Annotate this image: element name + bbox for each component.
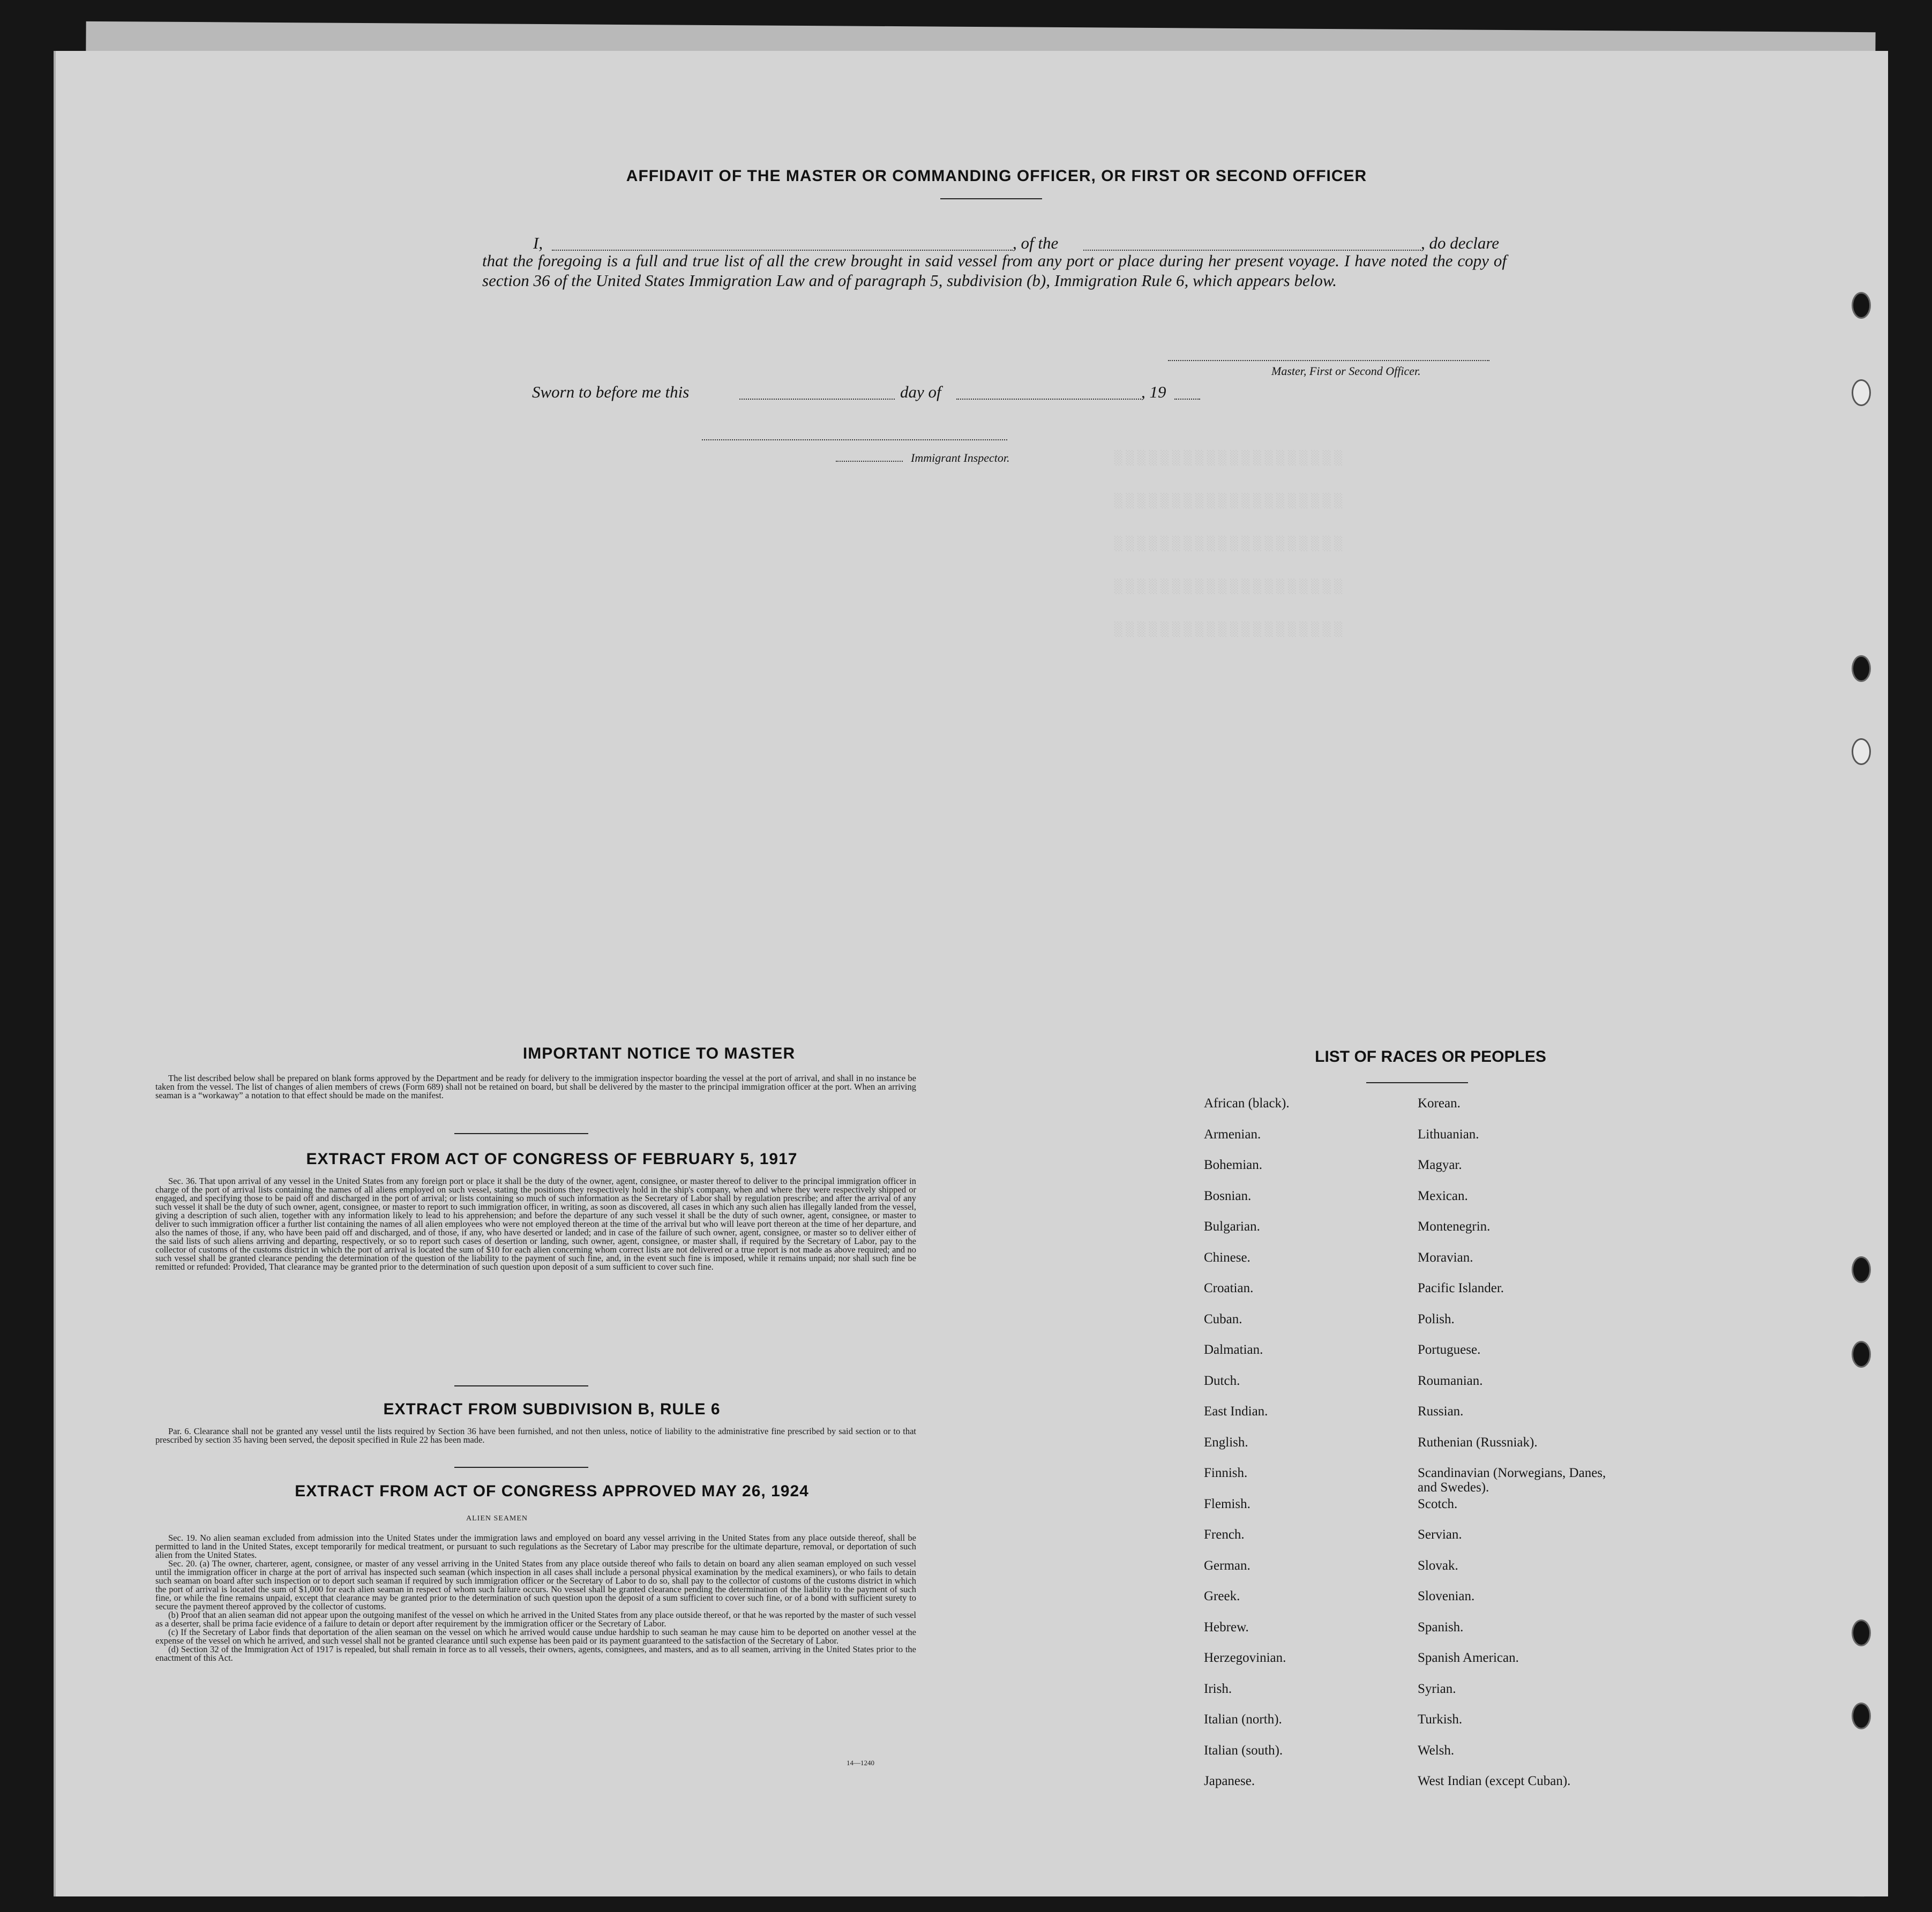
inspector-label: Immigrant Inspector.: [911, 451, 1010, 464]
race-item: Welsh.: [1418, 1743, 1455, 1758]
race-item: Bosnian.: [1204, 1188, 1252, 1203]
rule6-paragraph: Par. 6. Clearance shall not be granted any vessel until the lists required by Section 36 have been furnished, and not then unless, notice of liability to the administrative fine prescribed by said section or to that prescribed by section 35 having been served, the deposit specified in Rule 22 has been made.: [155, 1426, 916, 1445]
notice-paragraph: The list described below shall be prepared on blank forms approved by the Department and be ready for delivery to the immigration inspector boarding the vessel at the port of arrival, and shall in no instance be taken from the vessel. The list of changes of alien members of crews (Form 689) shall not be retained on board, but shall be delivered by the master to the principal immigration officer at the port. When an arriving seaman is a “workaway” a notation to that effect should be made on the manifest.: [155, 1073, 916, 1100]
inspector-signature-field-short[interactable]: [836, 461, 903, 462]
race-item: Slovak.: [1418, 1558, 1458, 1573]
race-item: Turkish.: [1418, 1712, 1463, 1727]
punch-hole: [1852, 1256, 1871, 1283]
sec20c-paragraph: (c) If the Secretary of Labor finds that deportation of the alien seaman on the vessel on which he arrived would cause undue hardship to such seaman he may cause him to be deported on another vessel at the expense of the vessel on which he arrived, and such vessel shall not be granted clearance until such expense has been paid or its payment guaranteed to the satisfaction of the Secretary of Labor.: [155, 1627, 916, 1646]
punch-hole: [1852, 1619, 1871, 1646]
sworn-day-field[interactable]: [739, 399, 895, 400]
sec19-paragraph: Sec. 19. No alien seaman excluded from admission into the United States under the immigration laws and employed on board any vessel arriving in the United States from any place outside thereof, shall be permitted to land in the United States, except temporarily for medical treatment, or pursuant to such regulations as the Secretary of Labor may prescribe for the ultimate departure, removal, or deportation of such alien from the United States.: [155, 1533, 916, 1560]
notice-rule: [454, 1133, 588, 1134]
race-item: Hebrew.: [1204, 1619, 1249, 1634]
sec20b-paragraph: (b) Proof that an alien seaman did not appear upon the outgoing manifest of the vessel on which he arrived in the United States from any place outside thereof, or that he was reported by the master of such vessel as a deserter, shall be prima facie evidence of a failure to detain or deport after requirement by the immigration officer or the Secretary of Labor.: [155, 1610, 916, 1629]
race-item: Mexican.: [1418, 1188, 1468, 1203]
affidavit-paragraph: that the foregoing is a full and true list of all the crew brought in said vessel from any port or place during her present voyage. I have noted the copy of section 36 of the United States Immigration Law and of paragraph 5, subdivision (b), Immigration Rule 6, which appears below.: [482, 251, 1507, 290]
inspector-signature-field[interactable]: [702, 439, 1007, 440]
bleed-through-row: ░░░░░░░░░░░░░░░░░░░░: [1114, 579, 1346, 595]
form-number: 14—1240: [847, 1759, 874, 1767]
affidavit-of-the-label: , of the: [1013, 234, 1059, 252]
race-item: Syrian.: [1418, 1681, 1456, 1696]
rule6-rule: [454, 1467, 588, 1468]
race-item: Herzegovinian.: [1204, 1651, 1286, 1665]
race-item: West Indian (except Cuban).: [1418, 1774, 1571, 1788]
race-item: Cuban.: [1204, 1311, 1242, 1326]
alien-seamen-subtitle: ALIEN SEAMEN: [466, 1514, 528, 1523]
notice-text: [155, 1074, 916, 1100]
affidavit-declare-label: , do declare: [1421, 234, 1500, 252]
race-item: Russian.: [1418, 1404, 1464, 1419]
races-left-column: [1204, 1096, 1290, 1805]
year-label: , 19: [1141, 383, 1166, 401]
race-item: Bohemian.: [1204, 1158, 1263, 1172]
race-item: Polish.: [1418, 1311, 1455, 1326]
extract-1917-paragraph: Sec. 36. That upon arrival of any vessel in the United States from any foreign port or place it shall be the duty of the owner, agent, consignee, or master thereof to deliver to the principal immigration officer in charge of the port of arrival lists containing the names of all aliens employed on such vessel, stating the positions they respectively hold in the ship's company, when and where they were respectively shipped or engaged, and specifying those to be paid off and discharged in the port of arrival; or lists containing so much of such information as the Secretary of Labor shall by regulation prescribe; and after the arrival of any such vessel it shall be the duty of such owner, agent, consignee, or master to report to such immigration officer, in writing, as soon as discovered, all cases in which any such alien has illegally landed from the vessel, giving a description of such alien, together with any information likely to lead to his apprehension; and before the departure of any such vessel it shall be the duty of such owner, agent, consignee, or master to deliver to such immigration officer a further list containing the names of all alien employees who were not employed thereon at the time of the arrival but who will leave port thereon at the time of her departure, and also the names of those, if any, who have been paid off and discharged, and of those, if any, who have deserted or landed; and in case of the failure of such owner, agent, consignee, or master so to deliver either of the said lists of such aliens arriving and departing, respectively, or so to report such cases of desertion or landing, such owner, agent, consignee, or master shall, if required by the Secretary of Labor, pay to the collector of customs of the customs district in which the port of arrival is located the sum of $10 for each alien concerning whom correct lists are not delivered or a true report is not made as above required; and no such vessel shall be granted clearance pending the determination of the question of the liability to the payment of such fine, and, in the event such fine is imposed, while it remains unpaid; nor shall such fine be remitted or refunded: Provided, That clearance may be granted prior to the determination of such question upon deposit of a sum sufficient to cover such fine.: [155, 1176, 916, 1272]
race-item: Bulgarian.: [1204, 1219, 1260, 1234]
extract-1924-text: [155, 1534, 916, 1662]
sec20d-paragraph: (d) Section 32 of the Immigration Act of 1917 is repealed, but shall remain in force as to all vessels, their owners, agents, consignees, and masters, and as to all seamen, arriving in the United States prior to the enactment of this Act.: [155, 1644, 916, 1663]
punch-hole: [1852, 1341, 1871, 1368]
race-item: Spanish.: [1418, 1619, 1464, 1634]
punch-hole: [1852, 655, 1871, 682]
race-item: Dutch.: [1204, 1373, 1240, 1388]
race-item: English.: [1204, 1435, 1248, 1450]
race-item: Dalmatian.: [1204, 1343, 1263, 1357]
affidavit-title: AFFIDAVIT OF THE MASTER OR COMMANDING OFFICER, OR FIRST OR SECOND OFFICER: [626, 167, 1367, 185]
race-item: French.: [1204, 1527, 1245, 1542]
sworn-label: Sworn to before me this: [532, 383, 690, 401]
race-item: Italian (south).: [1204, 1743, 1283, 1758]
races-title: LIST OF RACES OR PEOPLES: [1315, 1048, 1546, 1066]
race-item: Greek.: [1204, 1589, 1240, 1603]
rule6-title: EXTRACT FROM SUBDIVISION B, RULE 6: [383, 1400, 721, 1418]
race-item: Armenian.: [1204, 1127, 1261, 1142]
race-item: Roumanian.: [1418, 1373, 1483, 1388]
sworn-year-field[interactable]: [1174, 399, 1200, 400]
extract-1917-title: EXTRACT FROM ACT OF CONGRESS OF FEBRUARY 5, 1917: [306, 1150, 798, 1168]
race-item: German.: [1204, 1558, 1250, 1573]
race-item: Lithuanian.: [1418, 1127, 1479, 1142]
race-item: Italian (north).: [1204, 1712, 1282, 1727]
race-item: Scandinavian (Norwegians, Danes, and Swedes).: [1418, 1466, 1606, 1495]
race-item: Japanese.: [1204, 1774, 1255, 1788]
affidavit-i-label: I,: [533, 234, 543, 252]
master-signature-field[interactable]: [1168, 360, 1489, 361]
races-rule: [1366, 1082, 1468, 1083]
race-item: Flemish.: [1204, 1496, 1250, 1511]
bleed-through-row: ░░░░░░░░░░░░░░░░░░░░: [1114, 621, 1346, 638]
extract-1924-title: EXTRACT FROM ACT OF CONGRESS APPROVED MAY 26, 1924: [295, 1482, 809, 1500]
race-item: East Indian.: [1204, 1404, 1268, 1419]
rule6-text: [155, 1427, 916, 1444]
extract-1917-text: [155, 1177, 916, 1271]
notice-title: IMPORTANT NOTICE TO MASTER: [522, 1045, 796, 1062]
punch-hole: [1852, 1703, 1871, 1729]
extract-1917-rule: [454, 1385, 588, 1386]
punch-hole: [1852, 379, 1871, 406]
race-item: Spanish American.: [1418, 1651, 1519, 1665]
race-item: Montenegrin.: [1418, 1219, 1491, 1234]
race-item: Magyar.: [1418, 1158, 1462, 1172]
sec20a-paragraph: Sec. 20. (a) The owner, charterer, agent, consignee, or master of any vessel arriving in the United States from any place outside thereof who fails to detain on board any alien seaman employed on such vessel until the immigration officer in charge at the port of arrival has inspected such seaman (which inspection in all cases shall include a personal physical examination by the medical examiners), or who fails to detain such seaman on board after such inspection or to deport such seaman if required by such immigration officer or the Secretary of Labor to do so, shall pay to the collector of customs of the customs district in which the port of arrival is located the sum of $1,000 for each alien seaman in respect of whom such failure occurs. No vessel shall be granted clearance pending the determination of the liability to the payment of such fine, or while the fine remains unpaid, except that clearance may be granted prior to the determination of such question upon the deposit of a sum sufficient to cover such fine, or of a bond with sufficient surety to secure the payment thereof approved by the collector of customs.: [155, 1558, 916, 1611]
punch-hole: [1852, 738, 1871, 765]
master-signature-label: Master, First or Second Officer.: [1271, 364, 1421, 378]
race-item: Korean.: [1418, 1096, 1461, 1111]
race-item: Finnish.: [1204, 1466, 1248, 1480]
bleed-through-row: ░░░░░░░░░░░░░░░░░░░░: [1114, 536, 1346, 552]
race-item: Croatian.: [1204, 1281, 1254, 1295]
race-item: Moravian.: [1418, 1250, 1473, 1265]
race-item: Servian.: [1418, 1527, 1462, 1542]
race-item: Slovenian.: [1418, 1589, 1475, 1603]
race-item: Chinese.: [1204, 1250, 1250, 1265]
punch-hole: [1852, 292, 1871, 319]
sworn-month-field[interactable]: [956, 399, 1141, 400]
race-item: Portuguese.: [1418, 1343, 1481, 1357]
races-right-column: [1418, 1096, 1611, 1805]
race-item: Ruthenian (Russniak).: [1418, 1435, 1538, 1450]
race-item: Irish.: [1204, 1681, 1232, 1696]
bleed-through-row: ░░░░░░░░░░░░░░░░░░░░: [1114, 450, 1346, 466]
race-item: African (black).: [1204, 1096, 1290, 1111]
title-rule: [940, 198, 1042, 199]
day-of-label: day of: [900, 383, 941, 401]
race-item: Pacific Islander.: [1418, 1281, 1504, 1295]
race-item: Scotch.: [1418, 1496, 1458, 1511]
bleed-through-row: ░░░░░░░░░░░░░░░░░░░░: [1114, 493, 1346, 509]
